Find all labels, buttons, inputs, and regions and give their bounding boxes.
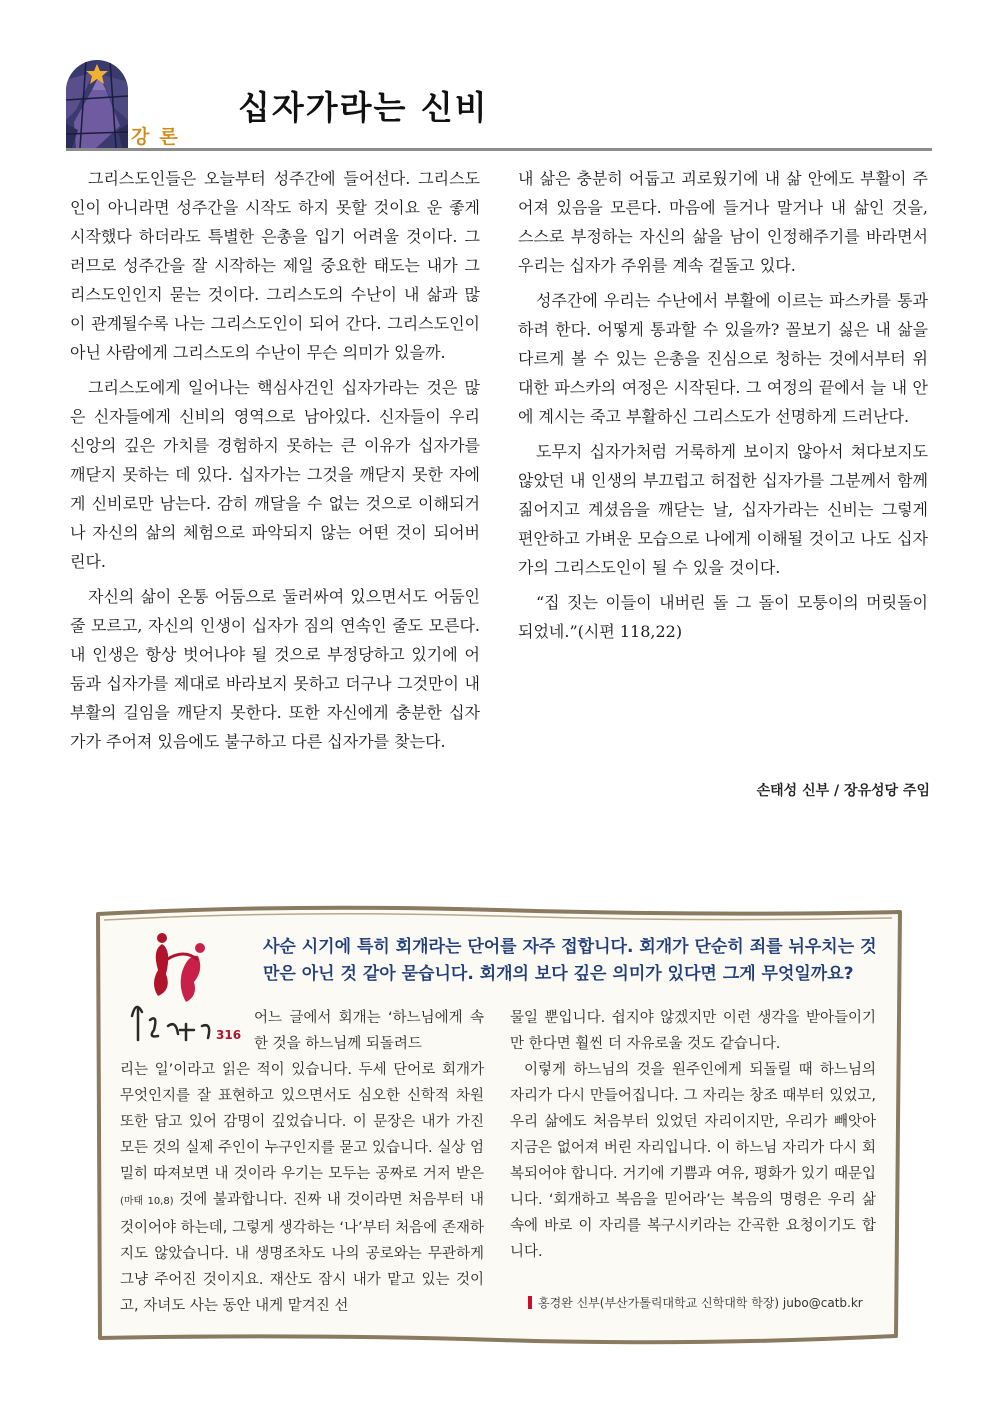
qa-author: 홍경완 신부(부산가톨릭대학교 신학대학 학장) jubo@catb.kr xyxy=(538,1296,863,1310)
paragraph: “집 짓는 이들이 내버린 돌 그 돌이 모퉁이의 머릿돌이 되었네.”(시편 118,22) xyxy=(518,593,928,641)
answer-column-left-head xyxy=(254,1005,484,1057)
paragraph: 도무지 십자가처럼 거룩하게 보이지 않아서 쳐다보지도 않았던 내 인생의 부끄럽고 허접한 십자가를 그분께서 함께 짊어지고 계셨음을 깨닫는 날, 십자가라는 신비는 그렇게 편안하고 가벼운 모습으로 나에게 이해될 것이고 나도 십자가의 그리스도인이 될 수 있을 것이다. xyxy=(518,442,928,577)
section-emblem xyxy=(66,60,128,148)
answer-column-right xyxy=(510,1005,876,1265)
article-byline: 손태성 신부 / 장유성당 주임 xyxy=(756,783,930,799)
answer-column-left xyxy=(120,1057,484,1319)
article-column-right xyxy=(518,164,928,652)
header-divider xyxy=(66,148,932,151)
series-number: 316 xyxy=(216,1028,242,1042)
section-label: 강론 xyxy=(131,126,188,148)
answer-paragraph: 이렇게 하느님의 것을 원주인에게 되돌릴 때 하느님의 자리가 다시 만들어집니다. 그 자리는 창조 때부터 있었고, 우리 삶에도 처음부터 있었던 자리이지만, 우리가 빼앗아 지금은 없어져 버린 자리입니다. 이 하느님 자리가 다시 회복되어야 합니다. 거기에 기쁨과 여유, 평화가 있기 때문입니다. ‘회개하고 복음을 믿어라’는 복음의 명령은 우리 삶 속에 바로 이 자리를 복구시키라는 간곡한 요청이기도 합니다. xyxy=(510,1062,876,1260)
scripture-reference: (마태 10,8) xyxy=(120,1196,174,1207)
page-title: 십자가라는 신비 xyxy=(238,88,489,127)
paragraph: 내 삶은 충분히 어둡고 괴로웠기에 내 삶 안에도 부활이 주어져 있음을 모른다. 마음에 들거나 말거나 내 삶인 것을, 스스로 부정하는 자신의 삶을 남이 인정해주기를 바라면서 우리는 십자가 주위를 계속 겉돌고 있다. xyxy=(518,169,928,275)
qa-question: 사순 시기에 특히 회개라는 단어를 자주 접합니다. 회개가 단순히 죄를 뉘우치는 것만은 아닌 것 같아 묻습니다. 회개의 보다 깊은 의미가 있다면 그게 무엇일까요? xyxy=(263,937,877,984)
byline-marker xyxy=(528,1296,532,1309)
answer-text: 리는 일’이라고 읽은 적이 있습니다. 두세 단어로 회개가 무엇인지를 잘 표현하고 있으면서도 심오한 신학적 차원 또한 담고 있어 감명이 깊었습니다. 이 문장은 내가 가진 모든 것의 실제 주인이 누구인지를 묻고 있습니다. 실상 엄밀히 따져보면 내 것이라 우기는 모두는 공짜로 거저 받은 xyxy=(120,1062,484,1182)
paragraph: 그리스도에게 일어나는 핵심사건인 십자가라는 것은 많은 신자들에게 신비의 영역으로 남아있다. 신자들이 우리 신앙의 깊은 가치를 경험하지 못하는 큰 이유가 십자가를 깨닫지 못하는 데 있다. 십자가는 그것을 깨닫지 못한 자에게 신비로만 남는다. 감히 깨달을 수 없는 것으로 이해되거나 자신의 삶의 체험으로 파악되지 않는 어떤 것이 되어버린다. xyxy=(70,378,480,571)
qa-byline xyxy=(528,1294,878,1311)
article-column-left xyxy=(70,164,480,762)
answer-paragraph: 물일 뿐입니다. 쉽지야 않겠지만 이런 생각을 받아들이기만 한다면 훨씬 더 자유로울 것도 같습니다. xyxy=(510,1010,876,1052)
paragraph: 성주간에 우리는 수난에서 부활에 이르는 파스카를 통과하려 한다. 어떻게 통과할 수 있을까? 꼴보기 싫은 내 삶을 다르게 볼 수 있는 은총을 진심으로 청하는 것에서부터 위대한 파스카의 여정은 시작된다. 그 여정의 끝에서 늘 내 안에 계시는 죽고 부활하신 그리스도가 선명하게 드러난다. xyxy=(518,291,928,426)
paragraph: 그리스도인들은 오늘부터 성주간에 들어선다. 그리스도인이 아니라면 성주간을 시작도 하지 못할 것이요 운 좋게 시작했다 하더라도 특별한 은총을 입기 어려울 것이다. 그러므로 성주간을 잘 시작하는 제일 중요한 태도는 내가 그리스도인인지 묻는 것이다. 그리스도의 수난이 내 삶과 많이 관계될수록 나는 그리스도인이 되어 간다. 그리스도인이 아닌 사람에게 그리스도의 수난이 무슨 의미가 있을까. xyxy=(70,169,480,362)
answer-paragraph xyxy=(120,1057,484,1319)
answer-text: 것에 불과합니다. 진짜 내 것이라면 처음부터 내 것이어야 하는데, 그렇게 생각하는 ‘나’부터 처음에 존재하지도 않았습니다. 내 생명조차도 나의 공로와는 무관하게 그냥 주어진 것이지요. 재산도 잠시 내가 맡고 있는 것이고, 자녀도 사는 동안 내게 맡겨진 선 xyxy=(120,1192,484,1314)
answer-paragraph: 어느 글에서 회개는 ‘하느님에게 속한 것을 하느님께 되돌려드 xyxy=(254,1010,484,1052)
stained-glass-icon xyxy=(66,60,128,148)
paragraph: 자신의 삶이 온통 어둠으로 둘러싸여 있으면서도 어둠인 줄 모르고, 자신의 인생이 십자가 짐의 연속인 줄도 모른다. 내 인생은 항상 벗어나야 될 것으로 부정당하고 있기에 어둠과 십자가를 제대로 바라보지 못하고 더구나 그것만이 내 부활의 길임을 깨닫지 못한다. 또한 자신에게 충분한 십자가가 주어져 있음에도 불구하고 다른 십자가를 찾는다. xyxy=(70,587,480,751)
